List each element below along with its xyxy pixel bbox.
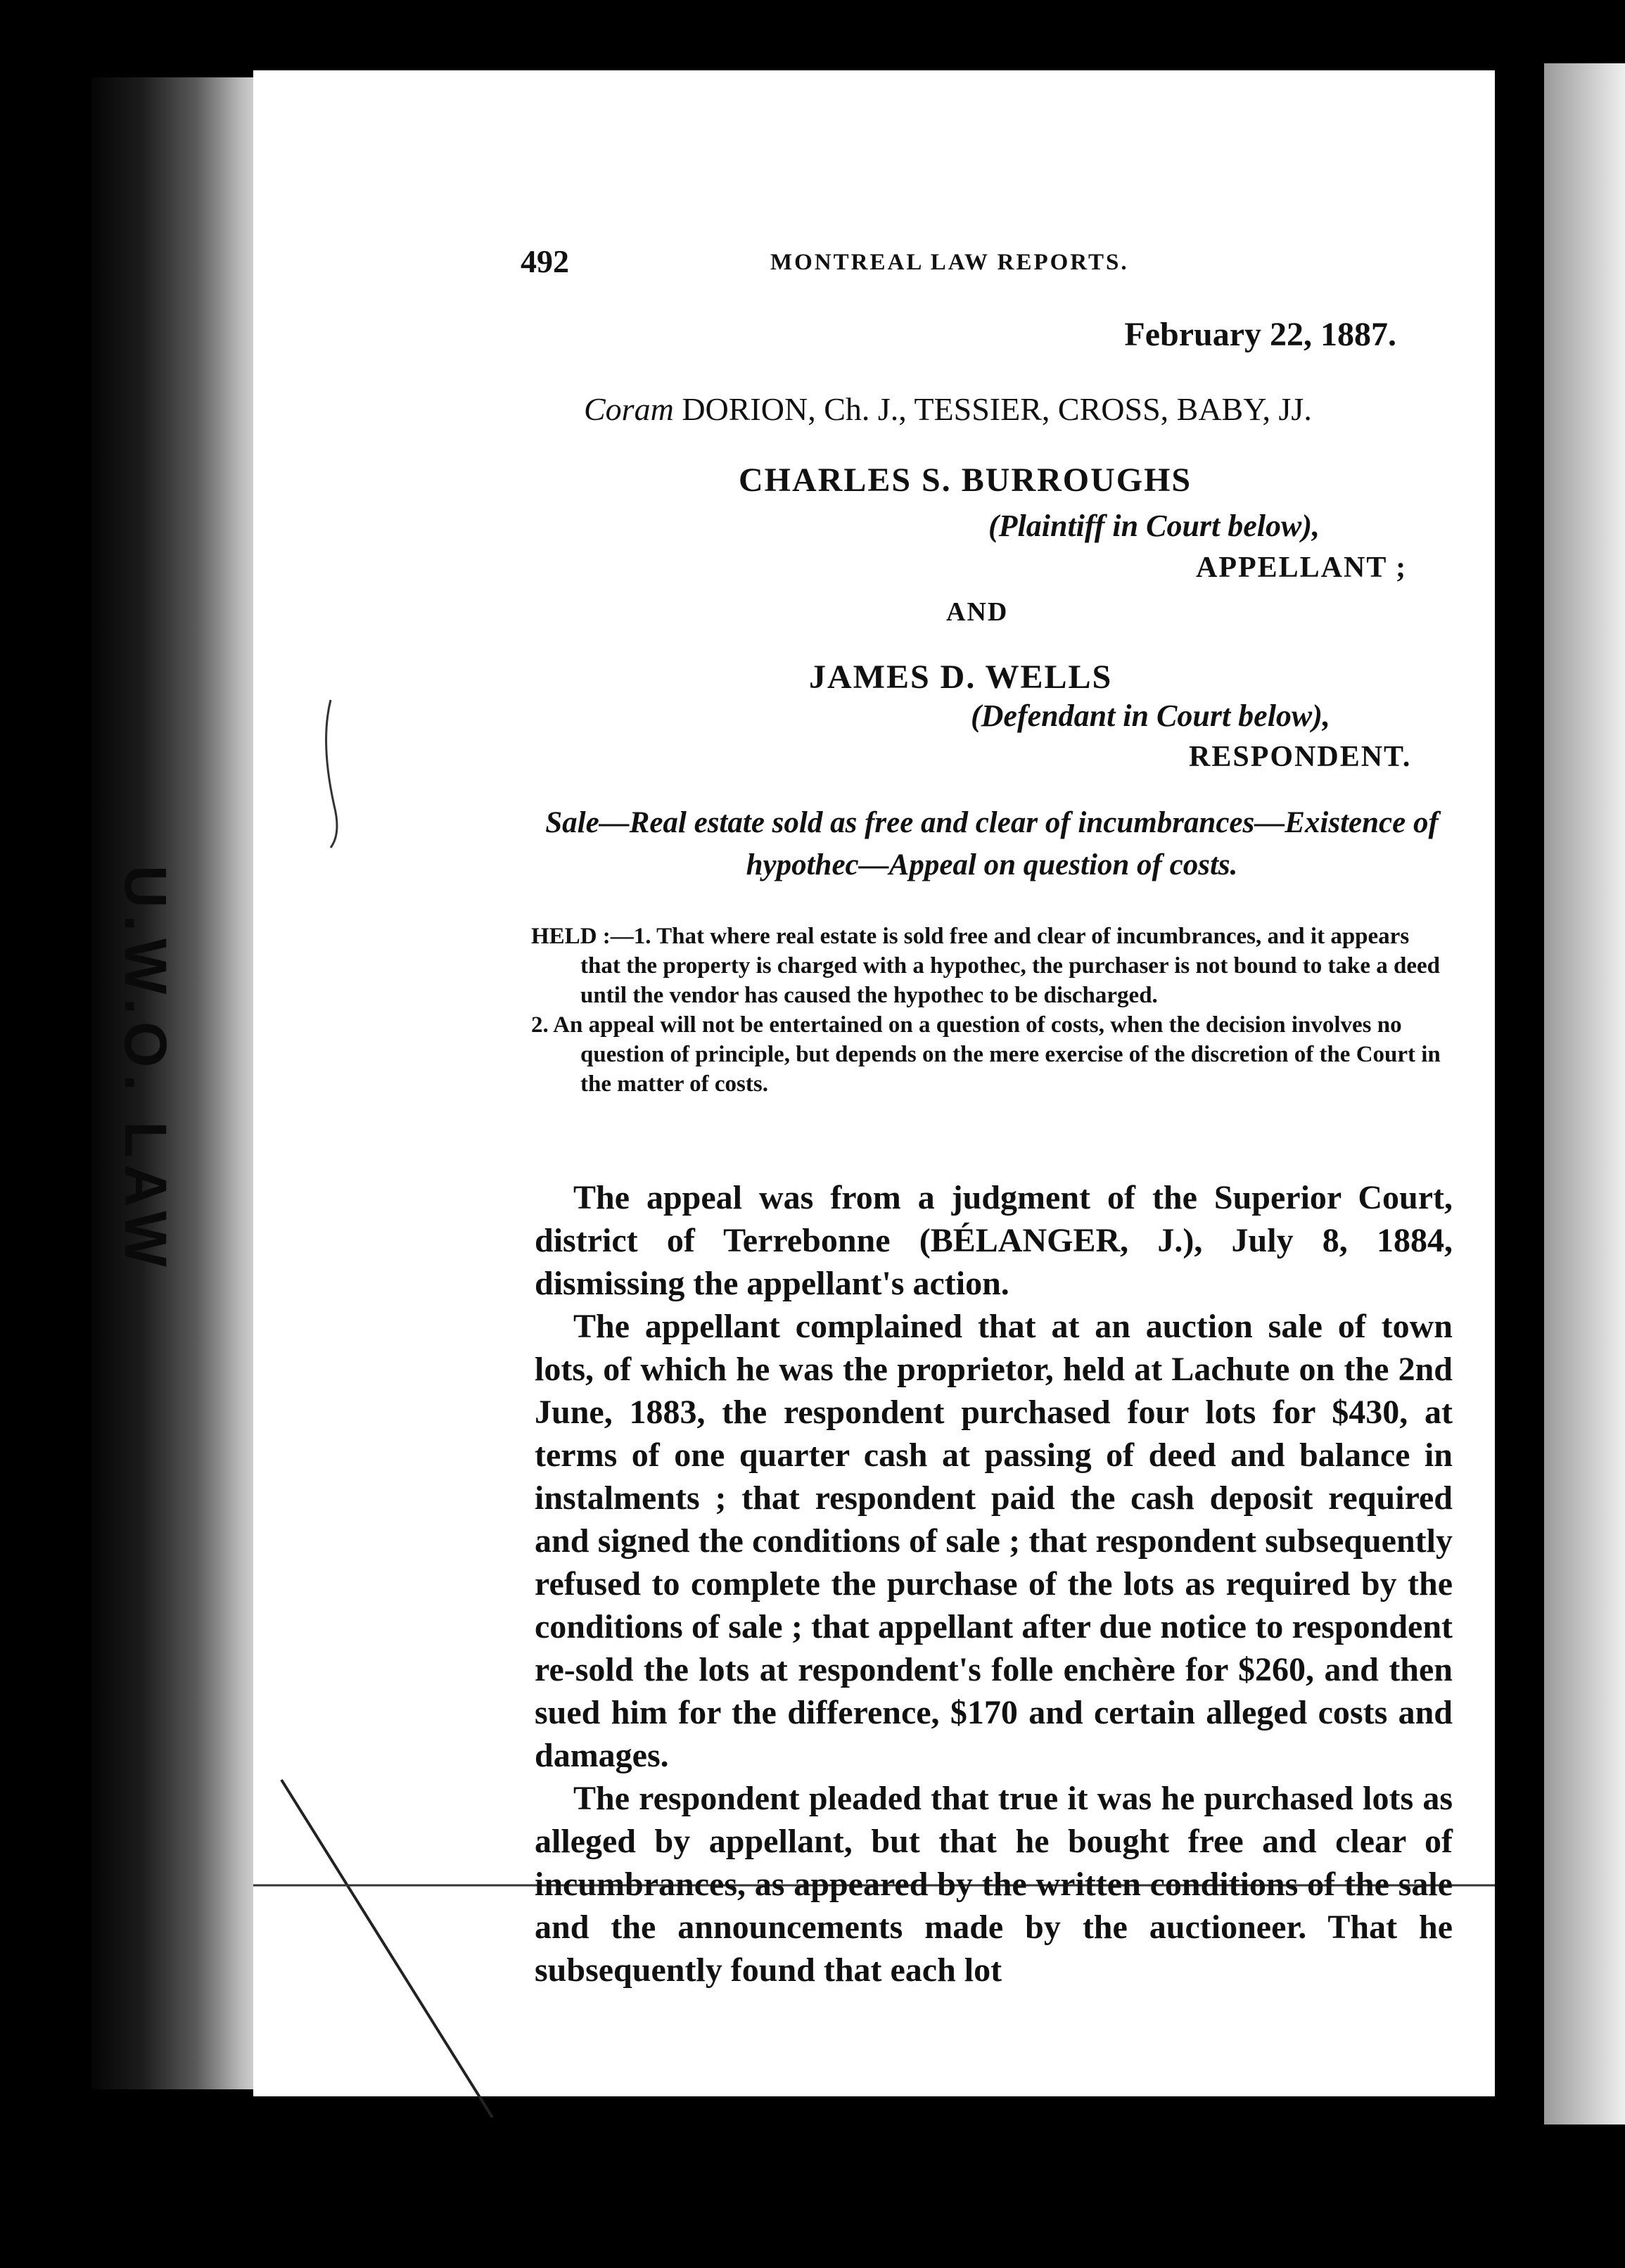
page-number: 492 (521, 243, 569, 279)
paragraph-1: The appeal was from a judgment of the Superior Court, district of Terrebonne (BÉLANGER, J.), July 8, 1884, dismissing the appellant's action. (535, 1179, 1453, 1302)
paragraph-3: The respondent pleaded that true it was he purchased lots as alleged by appellant, but that he bought free and clear of incumbrances, as appeared by the written conditions of the sale and the announcements made by the auctioneer. That he subsequently found that each lot (535, 1780, 1453, 1989)
respondent-name: JAMES D. WELLS (809, 658, 1113, 696)
coram-prefix: Coram (584, 391, 674, 427)
appellant-role: APPELLANT ; (1196, 552, 1408, 584)
coram-line (584, 390, 1312, 428)
held-section (531, 922, 1446, 1099)
held-point-1-text: 1. That where real estate is sold free and clear of incumbrances, and it appears that the property is charged with a hypothec, the purchaser is not bound to take a deed until the vendor has caused the hypothec to be discharged. (580, 924, 1440, 1008)
facing-page-edge (1544, 63, 1625, 2124)
headnote: Sale—Real estate sold as free and clear of incumbrances—Existence of hypothec—Appeal on question of costs. (545, 806, 1439, 881)
respondent-role: RESPONDENT. (1189, 741, 1412, 773)
paragraph-2: The appellant complained that at an auction sale of town lots, of which he was the proprietor, held at Lachute on the 2nd June, 1883, the respondent purchased four lots for $430, at terms of one quarter cash at passing of deed and balance in instalments ; that respondent paid the cash deposit required and signed the conditions of sale ; that respondent subsequently refused to complete the purchase of the lots as required by the conditions of sale ; that appellant after due notice to respondent re-sold the lots at respondent's folle enchère for $260, and then sued him for the difference, $170 and certain alleged costs and damages. (535, 1308, 1453, 1774)
held-label: HELD :— (531, 924, 634, 949)
appellant-name: CHARLES S. BURROUGHS (739, 461, 1192, 499)
held-point-2: 2. An appeal will not be entertained on a question of costs, when the decision involves no question of principle, but depends on the mere exercise of the discretion of the Court in the matter of costs. (531, 1012, 1441, 1097)
spine-label: U.W.O. LAW (113, 865, 179, 1274)
body-text (535, 1176, 1453, 1992)
conjunction-and: AND (946, 597, 1009, 627)
coram-judges: DORION, Ch. J., TESSIER, CROSS, BABY, JJ. (682, 391, 1312, 427)
running-head: MONTREAL LAW REPORTS. (770, 250, 1129, 275)
page-gutter (1495, 49, 1537, 2132)
held-point-1 (531, 922, 1446, 1010)
appellant-description: (Plaintiff in Court below), (988, 509, 1320, 543)
decision-date: February 22, 1887. (1124, 316, 1396, 353)
page-header (521, 243, 1435, 292)
respondent-description: (Defendant in Court below), (971, 699, 1330, 733)
